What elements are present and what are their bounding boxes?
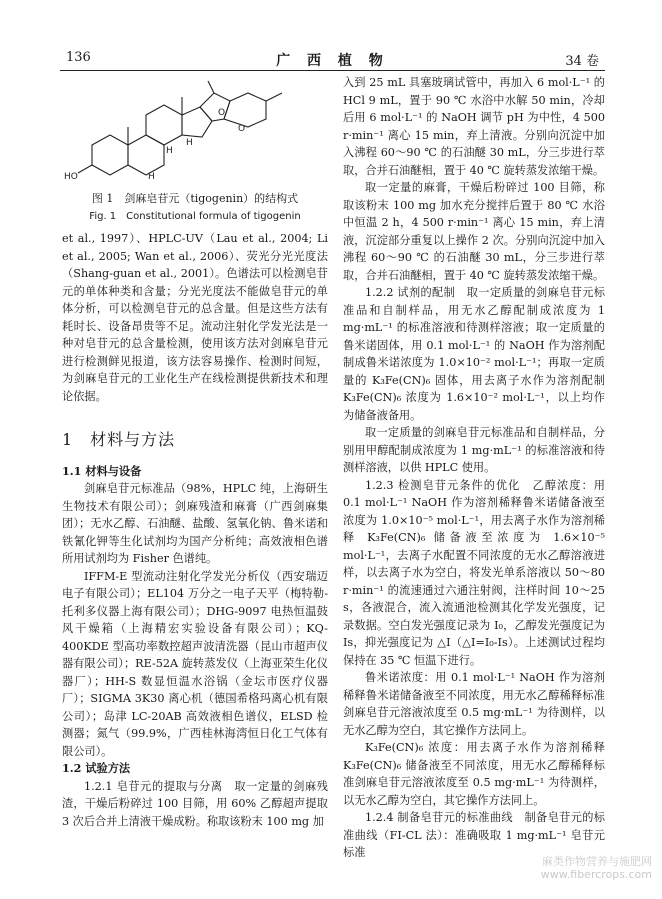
optimization-paragraph: 1.2.3 检测皂苷元条件的优化 乙醇浓度：用 0.1 mol·L⁻¹ NaOH 作为溶剂稀释鲁米诺储备液至浓度为 1.0×10⁻⁵ mol·L⁻¹，用去离子水作为溶剂稀释 K₃Fe(CN)₆ 储备液至浓度为 1.6×10⁻⁵ mol·L⁻¹，去离子水配置不同浓度的无水乙醇溶液进样，以去离子水为空白，将发光单系溶液以 50～80 r·min⁻¹ 的流速通过六通注射阀，注样时间 10～25 s，各液混合，流入流通池检测其化学发光强度，记录数据。空白发光强度记录为 I₀，乙醇发光强度记为 Is，抑光强度记为 △I（△I=I₀-Is）。上述测试过程均保持在 35 ℃ 恒温下进行。	[343, 478, 605, 667]
atom-label-o2: O	[238, 124, 246, 134]
equipment-paragraph: IFFM-E 型流动注射化学发光分析仪（西安瑞迈电子有限公司）；EL104 万分之一电子天平（梅特勒-托利多仪器上海有限公司）；DHG-9097 电热恒温鼓风干燥箱（上海精宏实验设备有限公司）；KQ-400KDE 型高功率数控超声波清洗器（昆山市超声仪器有限公司）；RE-52A 旋转蒸发仪（上海亚荣生化仪器厂）；HH-S 数显恒温水浴锅（金坛市医疗仪器厂）；SIGMA 3K30 离心机（德国希格玛离心机有限公司）；岛津 LC-20AB 高效液相色谱仪，ELSD 检测器；氮气（99.9%，广西桂林海湾恒日化工气体有限公司）。	[62, 569, 328, 758]
atom-label-o1: O	[218, 108, 226, 118]
paste-paragraph: 取一定量的麻膏，干燥后粉碎过 100 目筛，称取该粉末 100 mg 加水充分搅拌后置于 80 ℃ 水浴中恒温 2 h，4 500 r·min⁻¹ 离心 15 min，弃上清液，沉淀部分重复以上操作 2 次。分别向沉淀中加入沸程 60～90 ℃ 的石油醚 30 mL，分三步进行萃取，合并石油醚相，置于 40 ℃ 旋转蒸发浓缩干燥。	[343, 181, 605, 282]
luminol-paragraph: 鲁米诺浓度：用 0.1 mol·L⁻¹ NaOH 作为溶剂稀释鲁米诺储备液至不同浓度，用无水乙醇稀释标准剑麻皂苷元溶液浓度至 0.5 mg·mL⁻¹ 为待测样，以无水乙醇为空白，其它操作方法同上。	[343, 671, 605, 737]
ferricyanide-paragraph: K₃Fe(CN)₆ 浓度：用去离子水作为溶剂稀释 K₃Fe(CN)₆ 储备液至不同浓度，用无水乙醇稀释标准剑麻皂苷元溶液浓度至 0.5 mg·mL⁻¹ 为待测样，以无水乙醇为空白，其它操作方法同上。	[343, 741, 605, 807]
subsection-1-1: 1.1 材料与设备	[62, 463, 142, 478]
header-rule	[60, 70, 605, 71]
atom-label-h3: H	[186, 138, 193, 148]
watermark-line2: www.fibercrops.com	[540, 868, 652, 881]
page-header	[60, 50, 605, 70]
hplc-paragraph: 取一定质量的剑麻皂苷元标准品和自制样品，分别用甲醇配制成浓度为 1 mg·mL⁻¹ 的标准溶液和待测样溶液，以供 HPLC 使用。	[343, 426, 605, 474]
page-number: 136	[66, 50, 91, 65]
subsection-1-2: 1.2 试验方法	[62, 761, 131, 775]
watermark-line1: 麻类作物营养与施肥网	[542, 855, 652, 868]
hydrolysis-paragraph: 入到 25 mL 具塞玻璃试管中，再加入 6 mol·L⁻¹ 的 HCl 9 mL，置于 90 ℃ 水浴中水解 50 min，冷却后用 6 mol·L⁻¹ 的 NaOH 调节 pH 为中性，4 500 r·min⁻¹ 离心 15 min，弃上清液。分别向沉淀中加入沸程 60～90 ℃ 的石油醚 30 mL，分三步进行萃取，合并石油醚相，置于 40 ℃ 旋转蒸发浓缩干燥。	[343, 76, 605, 177]
journal-title: 广 西 植 物	[276, 53, 389, 69]
atom-label-h1: H	[148, 172, 155, 182]
extraction-paragraph: 1.2.1 皂苷元的提取与分离 取一定量的剑麻残渣，干燥后粉碎过 100 目筛，用 60% 乙醇超声提取 3 次后合并上清液干燥成粉。称取该粉末 100 mg 加	[62, 779, 328, 828]
section-title: 1 材料与方法	[62, 430, 176, 449]
figure-caption-zh: 图 1 剑麻皂苷元（tigogenin）的结构式	[91, 192, 299, 205]
atom-label-ho: HO	[64, 172, 78, 182]
calibration-paragraph: 1.2.4 制备皂苷元的标准曲线 制备皂苷元的标准曲线（FI-CL 法）：准确吸取 1 mg·mL⁻¹ 皂苷元标准	[343, 811, 605, 859]
atom-label-h2: H	[166, 146, 173, 156]
tigogenin-structure-diagram	[62, 75, 328, 187]
watermark	[541, 855, 652, 881]
left-column	[62, 230, 328, 830]
intro-paragraph: et al., 1997）、HPLC-UV（Lau et al., 2004; Li et al., 2005; Wan et al., 2006）、荧光分光光度法（Shang-guan et al., 2001）。色谱法可以检测皂苷元的单体种类和含量；分光光度法不能做皂苷元的单体分析，可以检测皂苷元的总含量。但是这些方法有耗时长、设备昂贵等不足。流动注射化学发光法是一种对皂苷元的总含量检测，使用该方法对剑麻皂苷元进行检测鲜见报道，该方法容易操作、检测时间短，为剑麻皂苷元的工业化生产在线检测提供新技术和理论依据。	[62, 232, 328, 403]
reagent-paragraph: 1.2.2 试剂的配制 取一定质量的剑麻皂苷元标准品和自制样品，用无水乙醇配制成浓度为 1 mg·mL⁻¹ 的标准溶液和待测样溶液；取一定质量的鲁米诺固体，用 0.1 mol·L⁻¹ 的 NaOH 作为溶剂配制成鲁米诺浓度为 1.0×10⁻² mol·L⁻¹；再取一定质量的 K₃Fe(CN)₆ 固体，用去离子水作为溶剂配制 K₃Fe(CN)₆ 浓度为 1.6×10⁻² mol·L⁻¹，以上均作为储备液备用。	[343, 286, 605, 422]
materials-paragraph: 剑麻皂苷元标准品（98%，HPLC 纯，上海研生生物技术有限公司）；剑麻残渣和麻膏（广西剑麻集团）；无水乙醇、石油醚、盐酸、氢氧化钠、鲁米诺和铁氰化钾等生化试剂均为国产分析纯；高效液相色谱所用试剂均为 Fisher 色谱纯。	[62, 482, 328, 565]
volume-label: 34 卷	[565, 54, 599, 69]
figure-caption-en: Fig. 1 Constitutional formula of tigogenin	[89, 211, 301, 222]
right-column	[343, 74, 605, 862]
